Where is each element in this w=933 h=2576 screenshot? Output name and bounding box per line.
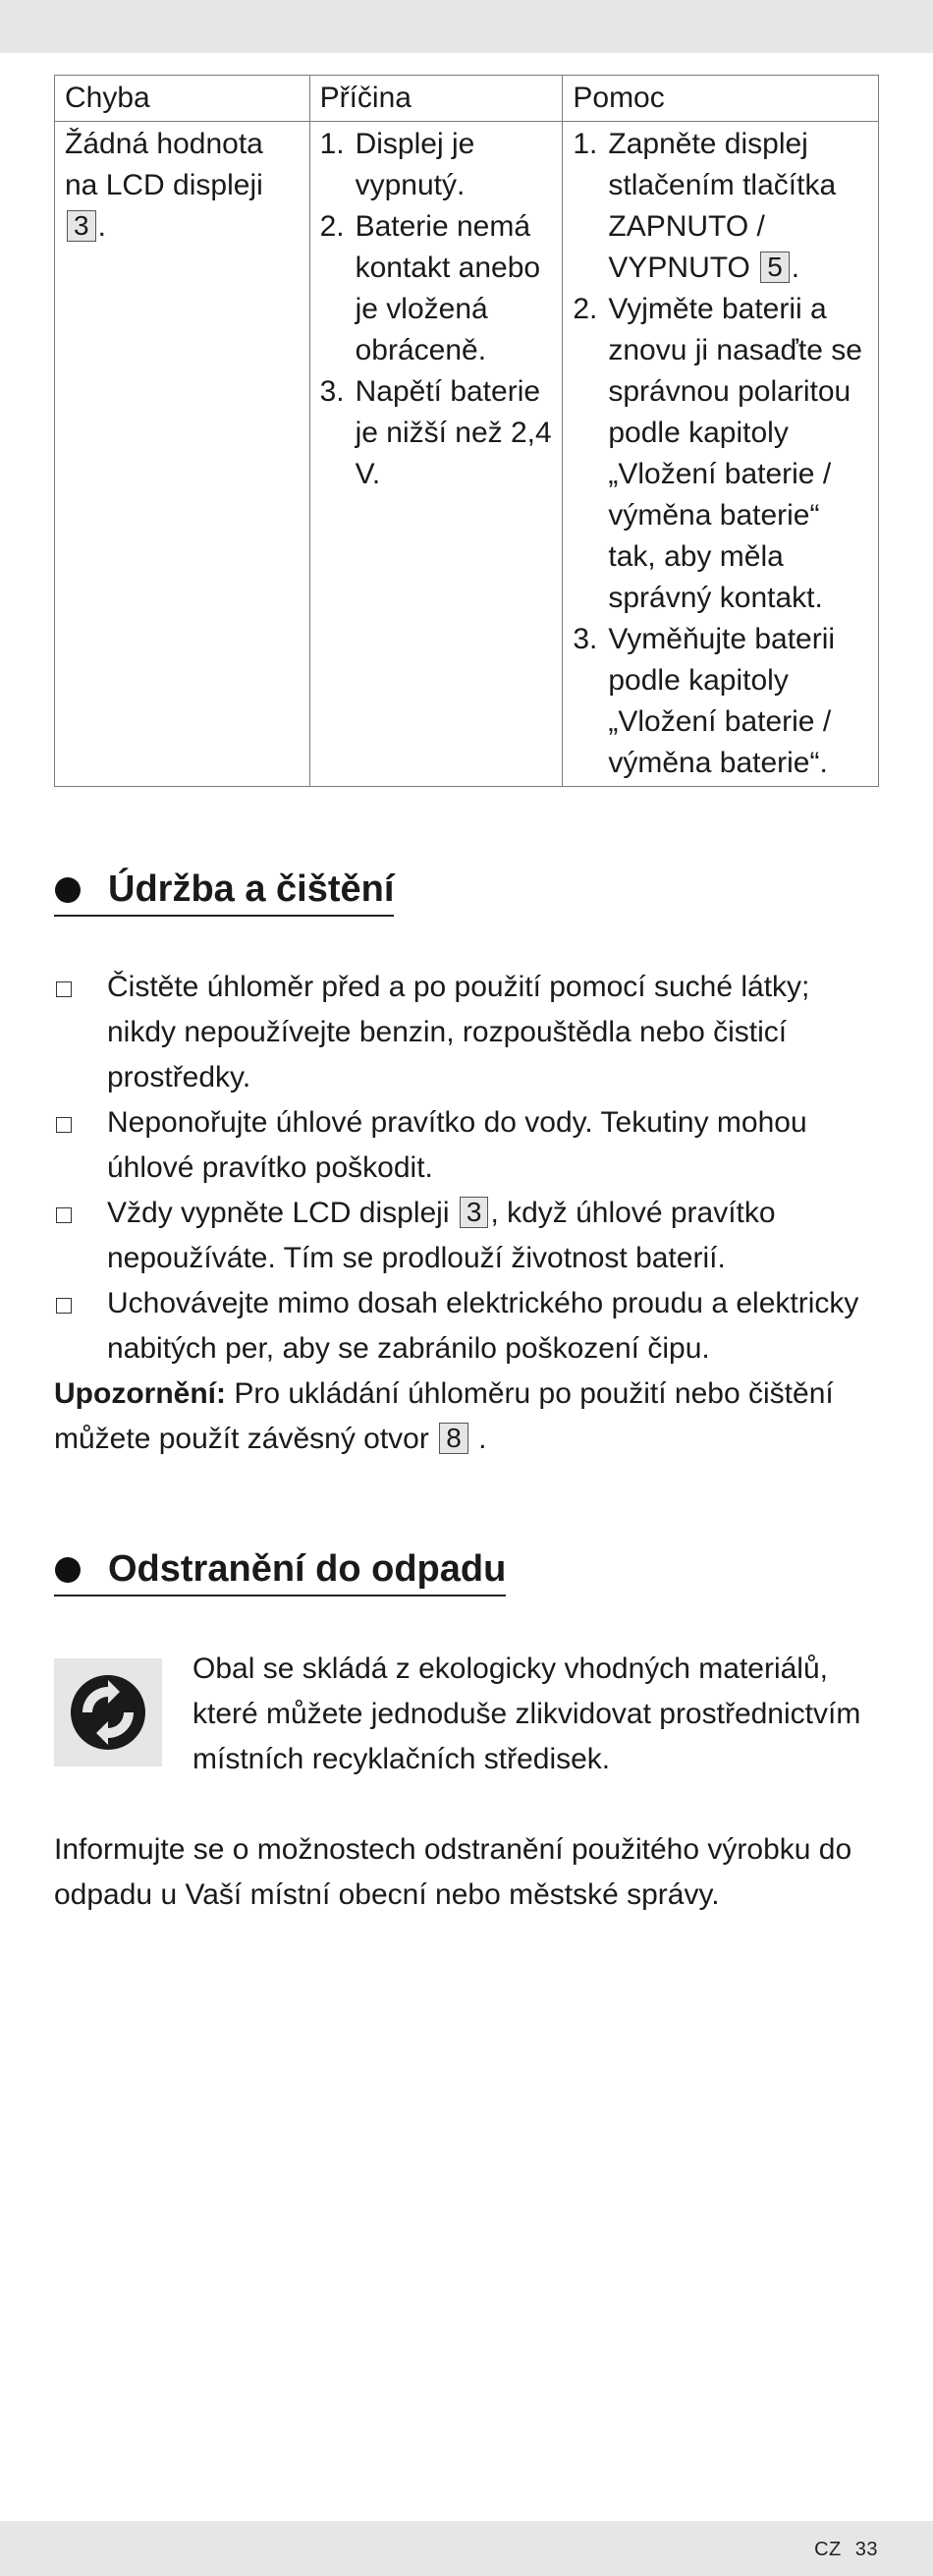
- square-bullet-icon: [54, 1191, 107, 1281]
- item-number: 3.: [319, 375, 345, 408]
- list-item: [573, 124, 868, 289]
- header-cause: Příčina: [309, 76, 563, 122]
- error-text: Žádná hodnota na LCD displeji: [65, 128, 263, 201]
- item-number: 1.: [573, 128, 598, 160]
- ref-box: 3: [67, 210, 96, 242]
- heading-text: Údržba a čištění: [108, 868, 395, 910]
- table-header-row: [55, 76, 879, 122]
- item-number: 3.: [573, 623, 598, 655]
- troubleshooting-table: [54, 75, 879, 787]
- error-suffix: .: [97, 210, 106, 243]
- item-text: Neponořujte úhlové pravítko do vody. Tekutiny mohou úhlové pravítko poškodit.: [107, 1106, 807, 1184]
- item-number: 2.: [573, 293, 598, 325]
- item-text: Vyjměte baterii a znovu ji nasaďte se správnou polaritou podle kapitoly „Vložení baterie / výměna baterie“ tak, aby měla správný kontakt.: [608, 293, 862, 614]
- note: [54, 1372, 879, 1462]
- item-text: Čistěte úhloměr před a po použití pomocí suché látky; nikdy nepoužívejte benzin, rozpouštědla nebo čisticí prostředky.: [107, 971, 810, 1093]
- ref-box: 8: [439, 1423, 468, 1454]
- item-number: 2.: [319, 210, 345, 243]
- note-text: Pro ukládání úhloměru po použití nebo čištění můžete použít závěsný otvor: [54, 1377, 834, 1455]
- bullet-dot-icon: [55, 1557, 81, 1583]
- header-remedy: Pomoc: [563, 76, 879, 122]
- item-text: Displej je vypnutý.: [355, 128, 475, 201]
- item-text: Baterie nemá kontakt anebo je vložená obráceně.: [355, 210, 541, 366]
- cause-cell: [309, 122, 563, 787]
- ref-box: 3: [460, 1197, 489, 1228]
- packaging-text: Obal se skládá z ekologicky vhodných materiálů, které můžete jednoduše zlikvidovat prostřednictvím místních recyklačních středisek.: [192, 1652, 861, 1775]
- item-text: Uchovávejte mimo dosah elektrického proudu a elektricky nabitých per, aby se zabránilo poškození čipu.: [107, 1287, 859, 1365]
- list-item: [54, 1100, 879, 1191]
- header-error: Chyba: [55, 76, 310, 122]
- cause-list: [320, 124, 553, 495]
- maintenance-list: [54, 965, 879, 1462]
- maintenance-heading: [54, 868, 394, 917]
- item-suffix: .: [791, 252, 800, 284]
- note-label: Upozornění:: [54, 1377, 226, 1410]
- list-item: [573, 619, 868, 784]
- top-band: [0, 0, 933, 53]
- list-item: [54, 965, 879, 1100]
- item-text: Zapněte displej stlačením tlačítka ZAPNUTO / VYPNUTO: [608, 128, 837, 284]
- bullet-dot-icon: [55, 877, 81, 903]
- list-item: [573, 289, 868, 619]
- remedy-cell: [563, 122, 879, 787]
- list-item: [54, 1281, 879, 1372]
- list-item: [320, 206, 553, 371]
- list-item: [320, 371, 553, 495]
- table-row: [55, 122, 879, 787]
- item-text: Vždy vypněte LCD displeji: [107, 1197, 450, 1229]
- item-number: 1.: [319, 128, 345, 160]
- green-dot-recycling-icon: [54, 1658, 162, 1766]
- page-footer: [800, 2539, 878, 2561]
- square-bullet-icon: [54, 965, 107, 1100]
- disposal-heading: [54, 1548, 506, 1596]
- error-cell: [55, 122, 310, 787]
- ref-box: 5: [760, 252, 790, 283]
- disposal-info-text: Informujte se o možnostech odstranění použitého výrobku do odpadu u Vaší místní obecní nebo městské správy.: [54, 1833, 852, 1911]
- item-text: Vyměňujte baterii podle kapitoly „Vložení baterie / výměna baterie“.: [608, 623, 836, 779]
- note-suffix: .: [478, 1423, 487, 1455]
- language-code: CZ: [814, 2539, 842, 2560]
- square-bullet-icon: [54, 1100, 107, 1191]
- square-bullet-icon: [54, 1281, 107, 1372]
- list-item: [320, 124, 553, 206]
- list-item: [54, 1191, 879, 1281]
- item-text-cont: , když úhlové pravítko nepoužíváte. Tím se prodlouží životnost baterií.: [107, 1197, 776, 1274]
- remedy-list: [573, 124, 868, 784]
- bottom-band: [0, 2521, 933, 2576]
- item-text: Napětí baterie je nižší než 2,4 V.: [355, 375, 552, 490]
- heading-text: Odstranění do odpadu: [108, 1548, 507, 1590]
- page-number: 33: [854, 2539, 878, 2560]
